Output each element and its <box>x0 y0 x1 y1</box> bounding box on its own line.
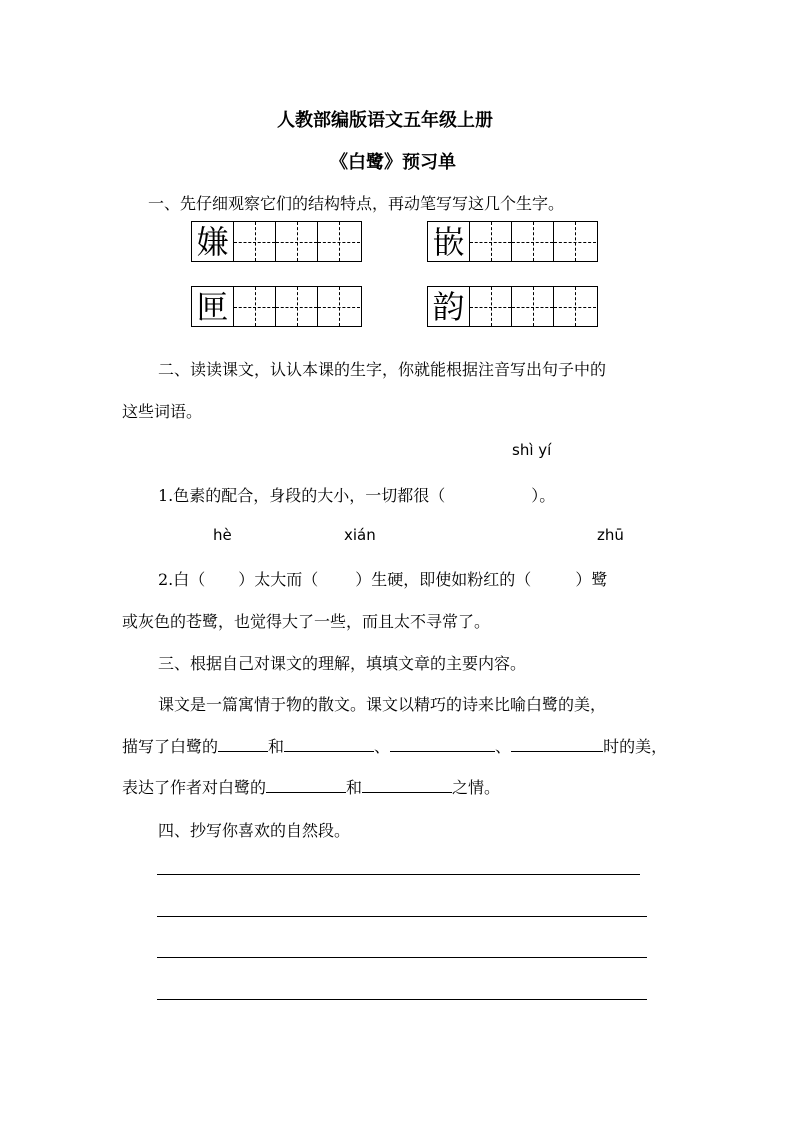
char-qian: 嵌 <box>432 222 465 261</box>
char-xian: 嫌 <box>196 222 229 261</box>
char-yun: 韵 <box>432 287 465 326</box>
writing-grid-qian[interactable] <box>427 221 598 262</box>
question-1 <box>158 483 555 506</box>
q1-before: 1.色素的配合，身段的大小，一切都很（ <box>158 486 446 505</box>
line2-text-e: 时的美， <box>603 737 668 756</box>
blank-5[interactable] <box>266 776 346 793</box>
page-subtitle: 《白鹭》预习单 <box>330 152 456 173</box>
q2-part3: ）生硬，即使如粉红的（ <box>355 570 532 589</box>
copy-line-2[interactable] <box>157 916 647 917</box>
line2-text-b: 和 <box>268 737 285 756</box>
line3-text-b: 和 <box>346 778 363 797</box>
blank-6[interactable] <box>362 776 452 793</box>
section3-instruction: 三、根据自己对课文的理解，填填文章的主要内容。 <box>158 654 527 673</box>
pinyin-shiyi: shì yí <box>512 441 552 459</box>
char-xia: 匣 <box>196 287 229 326</box>
line3-text-a: 表达了作者对白鹭的 <box>122 778 267 797</box>
question-2 <box>158 567 607 590</box>
q2-part1: 2.白（ <box>158 570 206 589</box>
section3-line3 <box>122 775 500 798</box>
pinyin-he: hè <box>213 526 232 544</box>
writing-grid-xian[interactable] <box>191 221 362 262</box>
blank-4[interactable] <box>511 735 603 752</box>
pinyin-xian: xián <box>344 526 376 544</box>
pinyin-zhu: zhū <box>597 526 624 544</box>
copy-line-1[interactable] <box>157 874 640 875</box>
line3-text-c: 之情。 <box>452 778 501 797</box>
section1-instruction: 一、先仔细观察它们的结构特点，再动笔写写这几个生字。 <box>148 194 565 213</box>
copy-line-3[interactable] <box>157 957 647 958</box>
question-2-line2: 或灰色的苍鹭，也觉得大了一些，而且太不寻常了。 <box>122 612 491 631</box>
section2-instruction-line1: 二、读读课文，认认本课的生字，你就能根据注音写出句子中的 <box>158 360 607 379</box>
q2-part4: ）鹭 <box>575 570 608 589</box>
section3-line1: 课文是一篇寓情于物的散文。课文以精巧的诗来比喻白鹭的美， <box>158 695 607 714</box>
q1-after: ）。 <box>531 486 556 505</box>
section3-line2 <box>122 734 667 757</box>
writing-grid-xia[interactable] <box>191 286 362 327</box>
line2-text-d: 、 <box>495 737 512 756</box>
section4-instruction: 四、抄写你喜欢的自然段。 <box>158 821 351 840</box>
line2-text-c: 、 <box>374 737 391 756</box>
blank-1[interactable] <box>218 735 268 752</box>
line2-text-a: 描写了白鹭的 <box>122 737 219 756</box>
copy-line-4[interactable] <box>157 999 647 1000</box>
q2-part2: ）太大而（ <box>238 570 319 589</box>
blank-3[interactable] <box>390 735 495 752</box>
page-title: 人教部编版语文五年级上册 <box>277 110 493 131</box>
blank-2[interactable] <box>284 735 374 752</box>
section2-instruction-line2: 这些词语。 <box>122 402 203 421</box>
writing-grid-yun[interactable] <box>427 286 598 327</box>
